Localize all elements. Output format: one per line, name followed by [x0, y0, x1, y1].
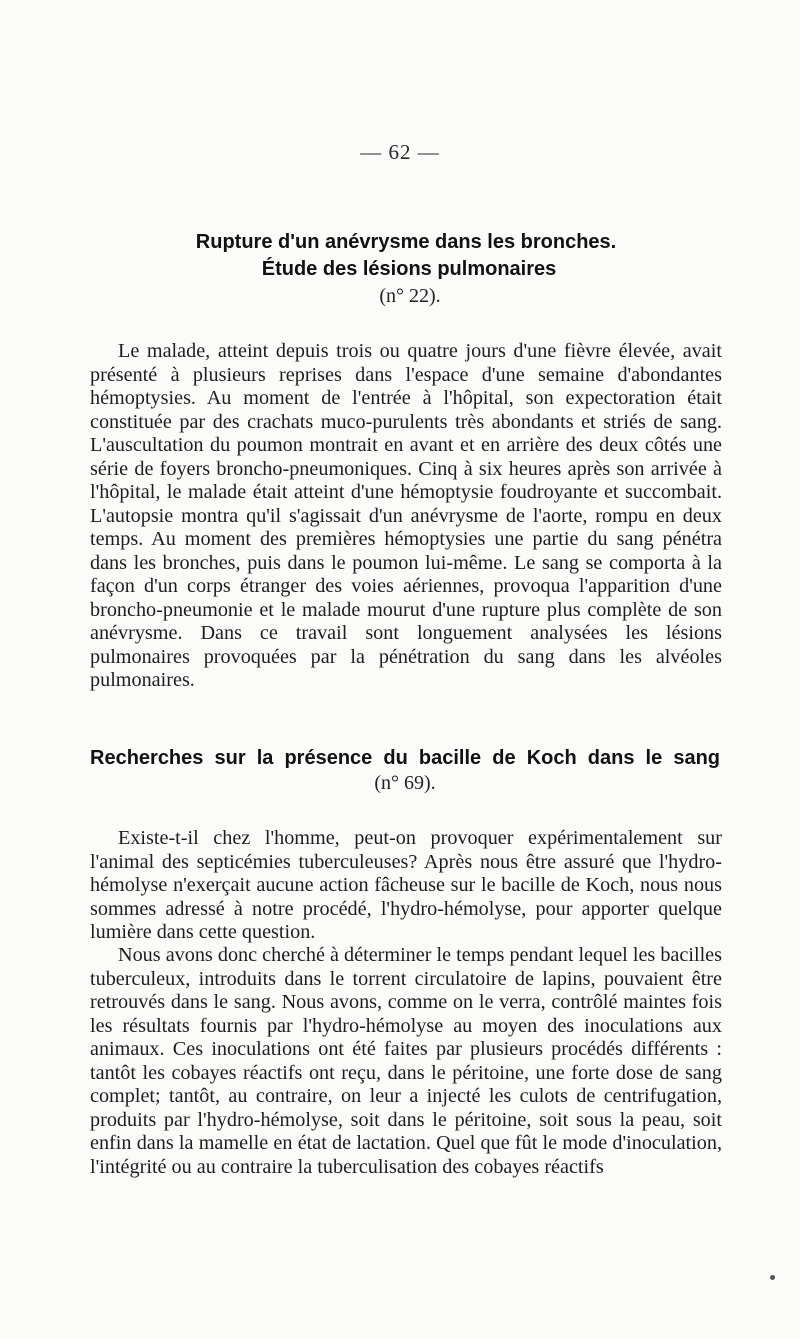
section1-reference: (n° 22).: [379, 285, 441, 307]
page-number: — 62 —: [360, 140, 440, 164]
section2-paragraph1: Existe-t-il chez l'homme, peut-on provoquer expérimentalement sur l'animal des septicémies tuberculeuses? Après nous être assuré que l'hydro-hémolyse n'exerçait aucune action fâcheuse sur le bacille de Koch, nous nous sommes adressé à notre procédé, l'hydro-hémolyse, pour apporter quelque lumière dans cette question.: [90, 827, 722, 943]
section1-title-line1: Rupture d'un anévrysme dans les bronches.: [195, 231, 617, 253]
section1-title-line2: Étude des lésions pulmonaires: [261, 258, 557, 280]
ink-speck: [770, 1275, 775, 1280]
section1-paragraph: Le malade, atteint depuis trois ou quatre jours d'une fièvre élevée, avait présenté à plusieurs reprises dans l'espace d'une semaine d'abondantes hémoptysies. Au moment de l'entrée à l'hôpital, son expectoration était constituée par des crachats muco-purulents très abondants et striés de sang. L'auscultation du poumon montrait en avant et en arrière des deux côtés une série de foyers broncho-pneumoniques. Cinq à six heures après son arrivée à l'hôpital, le malade était atteint d'une hémoptysie foudroyante et succombait. L'autopsie montra qu'il s'agissait d'un anévrysme de l'aorte, rompu en deux temps. Au moment des premières hémoptysies une partie du sang pénétra dans les bronches, puis dans le poumon lui-même. Le sang se comporta à la façon d'un corps étranger des voies aériennes, provoqua l'apparition d'une broncho-pneumonie et le malade mourut d'une rupture plus complète de son anévrysme. Dans ce travail sont longuement analysées les lésions pulmonaires provoquées par la pénétration du sang dans les alvéoles pulmonaires.: [90, 340, 722, 691]
section2-reference: (n° 69).: [374, 772, 436, 794]
section2-title: Recherches sur la présence du bacille de Koch dans le sang: [90, 747, 720, 769]
section2-paragraph2: Nous avons donc cherché à déterminer le temps pendant lequel les bacilles tuberculeux, introduits dans le torrent circulatoire de lapins, pouvaient être retrouvés dans le sang. Nous avons, comme on le verra, contrôlé maintes fois les résultats fournis par l'hydro-hémolyse au moyen des inoculations aux animaux. Ces inoculations ont été faites par plusieurs procédés différents : tantôt les cobayes réactifs ont reçu, dans le péritoine, une forte dose de sang complet; tantôt, au contraire, on leur a injecté les culots de centrifugation, produits par l'hydro-hémolyse, soit dans le péritoine, soit sous la peau, soit enfin dans la mamelle en état de lactation. Quel que fût le mode d'inoculation, l'intégrité ou au contraire la tuberculisation des cobayes réactifs: [90, 944, 722, 1178]
